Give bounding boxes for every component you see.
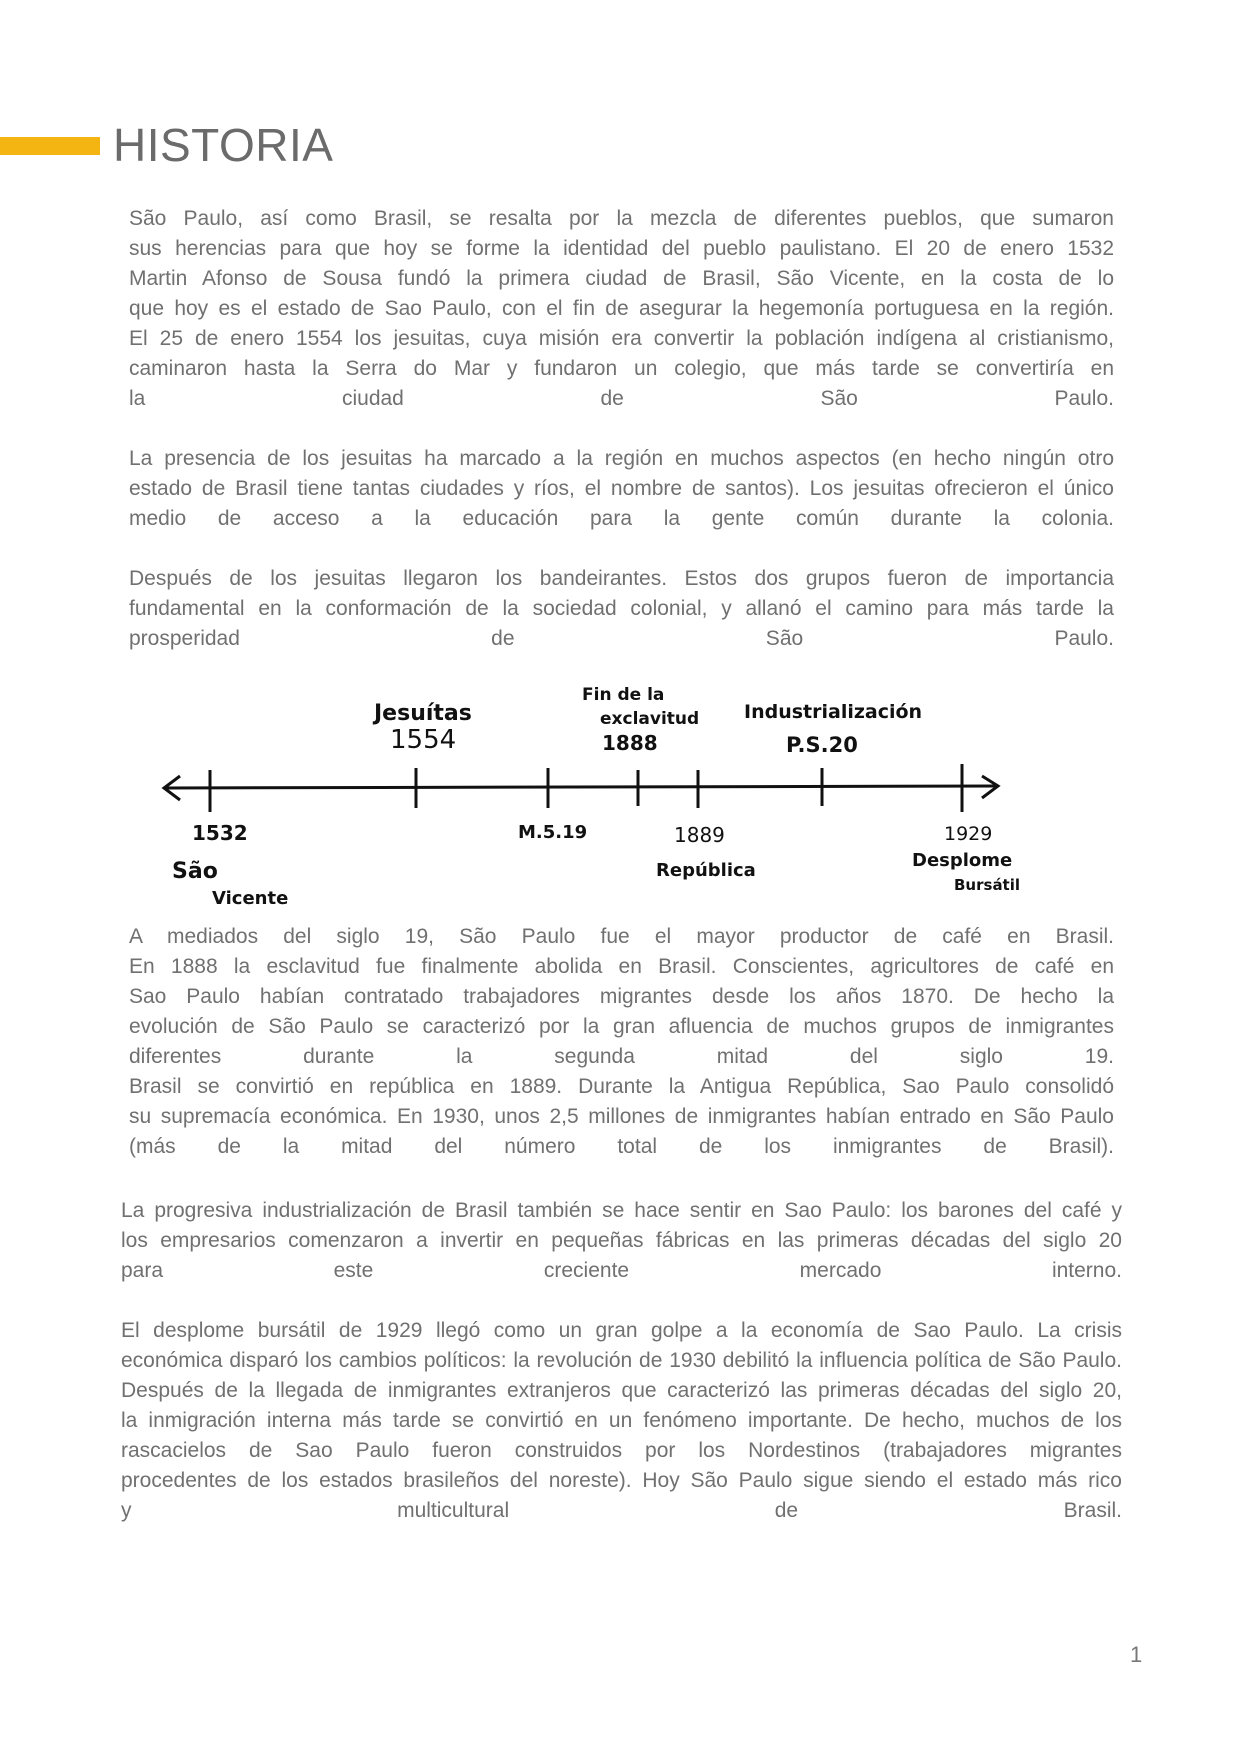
paragraph-bandeirantes xyxy=(129,564,1114,654)
heading-accent-bar xyxy=(0,137,100,155)
paragraph-line: los empresarios comenzaron a invertir en pequeñas fábricas en las primeras décadas del siglo 20 xyxy=(121,1229,1122,1252)
paragraph-line: (más de la mitad del número total de los inmigrantes de Brasil). xyxy=(129,1135,1114,1158)
paragraph-line: estado de Brasil tiene tantas ciudades y ríos, el nombre de santos). Los jesuitas ofrecieron el único xyxy=(129,477,1114,500)
paragraph-line: sus herencias para que hoy se forme la identidad del pueblo paulistano. El 20 de enero 1532 xyxy=(129,237,1114,260)
paragraph-line: medio de acceso a la educación para la gente común durante la colonia. xyxy=(129,507,1114,530)
paragraph-line: la inmigración interna más tarde se convirtió en un fenómeno importante. De hecho, muchos de los xyxy=(121,1409,1122,1432)
paragraph-line: Después de los jesuitas llegaron los bandeirantes. Estos dos grupos fueron de importancia xyxy=(129,567,1114,590)
label-industrializacion: Industrialización P.S.20 xyxy=(744,701,923,757)
paragraph-line: su supremacía económica. En 1930, unos 2,5 millones de inmigrantes habían entrado en São Paulo xyxy=(129,1105,1114,1128)
label-m519: M.5.19 xyxy=(518,822,588,843)
paragraph-industrialization xyxy=(121,1196,1122,1286)
paragraph-line: Después de la llegada de inmigrantes extranjeros que caracterizó las primeras décadas del siglo 20, xyxy=(121,1379,1122,1402)
page-number: 1 xyxy=(1130,1642,1143,1667)
history-timeline xyxy=(150,680,1050,920)
label-jesuitas: Jesuítas 1554 xyxy=(374,701,472,755)
paragraph-line: En 1888 la esclavitud fue finalmente abolida en Brasil. Conscientes, agricultores de café en xyxy=(129,955,1114,978)
label-1532-sao-vicente: 1532 São Vicente xyxy=(172,821,289,909)
paragraph-line: para este creciente mercado interno. xyxy=(121,1259,1122,1282)
paragraph-line: y multicultural de Brasil. xyxy=(121,1499,1122,1522)
paragraph-line: fundamental en la conformación de la sociedad colonial, y allanó el camino para más tarde la xyxy=(129,597,1114,620)
label-1929-desplome: 1929 Desplome Bursátil xyxy=(912,823,1021,894)
paragraph-line: Sao Paulo habían contratado trabajadores migrantes desde los años 1870. De hecho la xyxy=(129,985,1114,1008)
paragraph-line: que hoy es el estado de Sao Paulo, con el fin de asegurar la hegemonía portuguesa en la región. xyxy=(129,297,1114,320)
paragraph-line: São Paulo, así como Brasil, se resalta por la mezcla de diferentes pueblos, que sumaron xyxy=(129,207,1114,230)
paragraph-line: caminaron hasta la Serra do Mar y fundaron un colegio, que más tarde se convertiría en xyxy=(129,357,1114,380)
section-title: HISTORIA xyxy=(113,119,334,171)
label-1889-republica: 1889 República xyxy=(656,823,756,881)
paragraph-line: A mediados del siglo 19, São Paulo fue el mayor productor de café en Brasil. xyxy=(129,925,1114,948)
paragraph-line: prosperidad de São Paulo. xyxy=(129,627,1114,650)
paragraph-founding xyxy=(129,204,1114,414)
paragraph-line: evolución de São Paulo se caracterizó por la gran afluencia de muchos grupos de inmigrantes xyxy=(129,1015,1114,1038)
paragraph-line: El desplome bursátil de 1929 llegó como un gran golpe a la economía de Sao Paulo. La crisis xyxy=(121,1319,1122,1342)
paragraph-line: Martin Afonso de Sousa fundó la primera ciudad de Brasil, São Vicente, en la costa de lo xyxy=(129,267,1114,290)
paragraph-line: Brasil se convirtió en república en 1889. Durante la Antigua República, Sao Paulo consolidó xyxy=(129,1075,1114,1098)
paragraph-line: rascacielos de Sao Paulo fueron construidos por los Nordestinos (trabajadores migrantes xyxy=(121,1439,1122,1462)
paragraph-line: El 25 de enero 1554 los jesuitas, cuya misión era convertir la población indígena al cristianismo, xyxy=(129,327,1114,350)
label-fin-esclavitud: Fin de la exclavitud 1888 xyxy=(582,685,700,755)
paragraph-coffee-immigration xyxy=(129,922,1114,1162)
timeline-axis xyxy=(165,786,998,788)
paragraph-line: diferentes durante la segunda mitad del siglo 19. xyxy=(129,1045,1114,1068)
paragraph-line: La presencia de los jesuitas ha marcado a la región en muchos aspectos (en hecho ningún otro xyxy=(129,447,1114,470)
paragraph-jesuits xyxy=(129,444,1114,534)
paragraph-line: procedentes de los estados brasileños del noreste). Hoy São Paulo sigue siendo el estado más rico xyxy=(121,1469,1122,1492)
paragraph-crash-migration xyxy=(121,1316,1122,1526)
paragraph-line: económica disparó los cambios políticos: la revolución de 1930 debilitó la influencia política de São Paulo. xyxy=(121,1349,1122,1372)
paragraph-line: la ciudad de São Paulo. xyxy=(129,387,1114,410)
paragraph-line: La progresiva industrialización de Brasil también se hace sentir en Sao Paulo: los barones del café y xyxy=(121,1199,1122,1222)
